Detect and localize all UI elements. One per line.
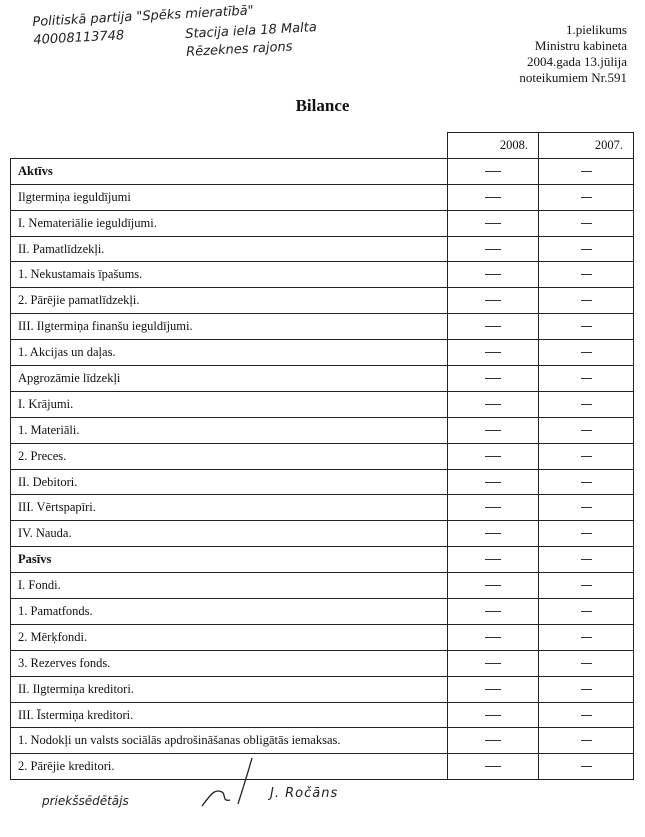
value-2008 bbox=[448, 158, 539, 184]
value-2008 bbox=[448, 391, 539, 417]
empty-value-dash bbox=[581, 533, 592, 534]
empty-value-dash bbox=[581, 715, 592, 716]
party-region: Rēzeknes rajons bbox=[185, 39, 293, 60]
empty-value-dash bbox=[581, 585, 592, 586]
annex-reference bbox=[519, 22, 627, 86]
row-label: 2. Pārējie pamatlīdzekļi. bbox=[11, 288, 448, 314]
empty-value-dash bbox=[581, 404, 592, 405]
table-row bbox=[11, 391, 634, 417]
table-row bbox=[11, 366, 634, 392]
row-label: I. Krājumi. bbox=[11, 391, 448, 417]
empty-value-dash bbox=[485, 507, 501, 508]
empty-value-dash bbox=[485, 274, 501, 275]
empty-value-dash bbox=[581, 326, 592, 327]
value-2007 bbox=[539, 599, 634, 625]
table-header-row bbox=[11, 133, 634, 159]
value-2007 bbox=[539, 391, 634, 417]
value-2007 bbox=[539, 702, 634, 728]
row-label: Apgrozāmie līdzekļi bbox=[11, 366, 448, 392]
value-2007 bbox=[539, 728, 634, 754]
party-name: Politiskā partija "Spēks mieratībā" bbox=[32, 3, 255, 30]
value-2008 bbox=[448, 573, 539, 599]
empty-value-dash bbox=[581, 766, 592, 767]
table-row bbox=[11, 599, 634, 625]
empty-value-dash bbox=[485, 197, 501, 198]
signature-label: priekšsēdētājs bbox=[42, 794, 129, 808]
empty-value-dash bbox=[485, 326, 501, 327]
table-row bbox=[11, 288, 634, 314]
value-2008 bbox=[448, 366, 539, 392]
table-row bbox=[11, 521, 634, 547]
empty-value-dash bbox=[581, 482, 592, 483]
value-2007 bbox=[539, 314, 634, 340]
value-2008 bbox=[448, 547, 539, 573]
value-2007 bbox=[539, 547, 634, 573]
annex-line-4: noteikumiem Nr.591 bbox=[519, 70, 627, 85]
row-label: I. Nemateriālie ieguldījumi. bbox=[11, 210, 448, 236]
value-2007 bbox=[539, 624, 634, 650]
signatory-name: J. Ročāns bbox=[270, 786, 339, 801]
table-row bbox=[11, 676, 634, 702]
value-2008 bbox=[448, 521, 539, 547]
empty-value-dash bbox=[581, 507, 592, 508]
value-2007 bbox=[539, 469, 634, 495]
table-row bbox=[11, 728, 634, 754]
value-2008 bbox=[448, 650, 539, 676]
signature-block bbox=[42, 782, 422, 832]
table-row bbox=[11, 469, 634, 495]
empty-value-dash bbox=[581, 637, 592, 638]
annex-line-2: Ministru kabineta bbox=[534, 38, 627, 53]
empty-value-dash bbox=[581, 249, 592, 250]
table-row bbox=[11, 702, 634, 728]
row-label: II. Pamatlīdzekļi. bbox=[11, 236, 448, 262]
empty-value-dash bbox=[581, 663, 592, 664]
empty-value-dash bbox=[485, 456, 501, 457]
empty-value-dash bbox=[485, 559, 501, 560]
row-label: 1. Materiāli. bbox=[11, 417, 448, 443]
row-label: III. Ilgtermiņa finanšu ieguldījumi. bbox=[11, 314, 448, 340]
value-2007 bbox=[539, 521, 634, 547]
value-2007 bbox=[539, 288, 634, 314]
empty-value-dash bbox=[485, 352, 501, 353]
empty-value-dash bbox=[581, 171, 592, 172]
empty-value-dash bbox=[485, 300, 501, 301]
value-2007 bbox=[539, 262, 634, 288]
value-2007 bbox=[539, 210, 634, 236]
value-2007 bbox=[539, 158, 634, 184]
empty-value-dash bbox=[485, 249, 501, 250]
empty-value-dash bbox=[581, 611, 592, 612]
value-2008 bbox=[448, 495, 539, 521]
value-2007 bbox=[539, 236, 634, 262]
empty-value-dash bbox=[485, 611, 501, 612]
empty-value-dash bbox=[485, 766, 501, 767]
value-2008 bbox=[448, 184, 539, 210]
empty-value-dash bbox=[485, 689, 501, 690]
value-2007 bbox=[539, 443, 634, 469]
empty-value-dash bbox=[581, 300, 592, 301]
value-2008 bbox=[448, 728, 539, 754]
value-2008 bbox=[448, 236, 539, 262]
value-2008 bbox=[448, 624, 539, 650]
table-row bbox=[11, 547, 634, 573]
table-row bbox=[11, 184, 634, 210]
empty-value-dash bbox=[485, 637, 501, 638]
row-label: 1. Nodokļi un valsts sociālās apdrošināšanas obligātās iemaksas. bbox=[11, 728, 448, 754]
value-2008 bbox=[448, 469, 539, 495]
empty-value-dash bbox=[581, 456, 592, 457]
table-row bbox=[11, 417, 634, 443]
value-2007 bbox=[539, 650, 634, 676]
empty-value-dash bbox=[581, 740, 592, 741]
empty-value-dash bbox=[581, 223, 592, 224]
empty-value-dash bbox=[485, 533, 501, 534]
row-label: II. Ilgtermiņa kreditori. bbox=[11, 676, 448, 702]
table-row bbox=[11, 754, 634, 780]
row-label: II. Debitori. bbox=[11, 469, 448, 495]
empty-value-dash bbox=[581, 197, 592, 198]
table-row bbox=[11, 650, 634, 676]
value-2007 bbox=[539, 184, 634, 210]
empty-value-dash bbox=[485, 740, 501, 741]
column-header-2008: 2008. bbox=[448, 133, 539, 159]
table-row bbox=[11, 262, 634, 288]
row-label: IV. Nauda. bbox=[11, 521, 448, 547]
value-2007 bbox=[539, 417, 634, 443]
empty-value-dash bbox=[581, 430, 592, 431]
value-2008 bbox=[448, 210, 539, 236]
value-2007 bbox=[539, 573, 634, 599]
table-row bbox=[11, 340, 634, 366]
empty-value-dash bbox=[485, 663, 501, 664]
value-2008 bbox=[448, 288, 539, 314]
row-label: 3. Rezerves fonds. bbox=[11, 650, 448, 676]
header-blank-cell bbox=[11, 133, 448, 159]
balance-table bbox=[10, 132, 634, 780]
value-2008 bbox=[448, 599, 539, 625]
empty-value-dash bbox=[581, 689, 592, 690]
value-2008 bbox=[448, 340, 539, 366]
empty-value-dash bbox=[485, 430, 501, 431]
row-label: I. Fondi. bbox=[11, 573, 448, 599]
empty-value-dash bbox=[485, 223, 501, 224]
table-row bbox=[11, 158, 634, 184]
value-2008 bbox=[448, 417, 539, 443]
table-row bbox=[11, 495, 634, 521]
table-row bbox=[11, 210, 634, 236]
row-label: 2. Mērķfondi. bbox=[11, 624, 448, 650]
row-label: 1. Akcijas un daļas. bbox=[11, 340, 448, 366]
value-2007 bbox=[539, 676, 634, 702]
row-label: 2. Pārējie kreditori. bbox=[11, 754, 448, 780]
annex-line-1: 1.pielikums bbox=[565, 22, 627, 37]
value-2007 bbox=[539, 340, 634, 366]
row-label: 1. Pamatfonds. bbox=[11, 599, 448, 625]
table-row bbox=[11, 314, 634, 340]
table-row bbox=[11, 624, 634, 650]
empty-value-dash bbox=[485, 585, 501, 586]
empty-value-dash bbox=[485, 171, 501, 172]
table-row bbox=[11, 573, 634, 599]
party-address: Stacija iela 18 Malta bbox=[184, 20, 318, 42]
value-2008 bbox=[448, 754, 539, 780]
empty-value-dash bbox=[581, 378, 592, 379]
empty-value-dash bbox=[581, 352, 592, 353]
column-header-2007: 2007. bbox=[539, 133, 634, 159]
annex-line-3: 2004.gada 13.jūlija bbox=[526, 54, 627, 69]
empty-value-dash bbox=[581, 274, 592, 275]
empty-value-dash bbox=[581, 559, 592, 560]
row-label: 1. Nekustamais īpašums. bbox=[11, 262, 448, 288]
row-label: III. Vērtspapīri. bbox=[11, 495, 448, 521]
value-2008 bbox=[448, 702, 539, 728]
value-2007 bbox=[539, 495, 634, 521]
registration-number: 40008113748 bbox=[32, 28, 125, 48]
row-label: Aktīvs bbox=[11, 158, 448, 184]
value-2008 bbox=[448, 676, 539, 702]
value-2008 bbox=[448, 262, 539, 288]
table-row bbox=[11, 236, 634, 262]
row-label: Ilgtermiņa ieguldījumi bbox=[11, 184, 448, 210]
signature-scribble bbox=[192, 756, 272, 816]
empty-value-dash bbox=[485, 404, 501, 405]
value-2008 bbox=[448, 314, 539, 340]
row-label: 2. Preces. bbox=[11, 443, 448, 469]
value-2007 bbox=[539, 366, 634, 392]
empty-value-dash bbox=[485, 482, 501, 483]
value-2007 bbox=[539, 754, 634, 780]
table-row bbox=[11, 443, 634, 469]
value-2008 bbox=[448, 443, 539, 469]
row-label: Pasīvs bbox=[11, 547, 448, 573]
page-title: Bilance bbox=[295, 96, 350, 115]
row-label: III. Īstermiņa kreditori. bbox=[11, 702, 448, 728]
empty-value-dash bbox=[485, 378, 501, 379]
empty-value-dash bbox=[485, 715, 501, 716]
